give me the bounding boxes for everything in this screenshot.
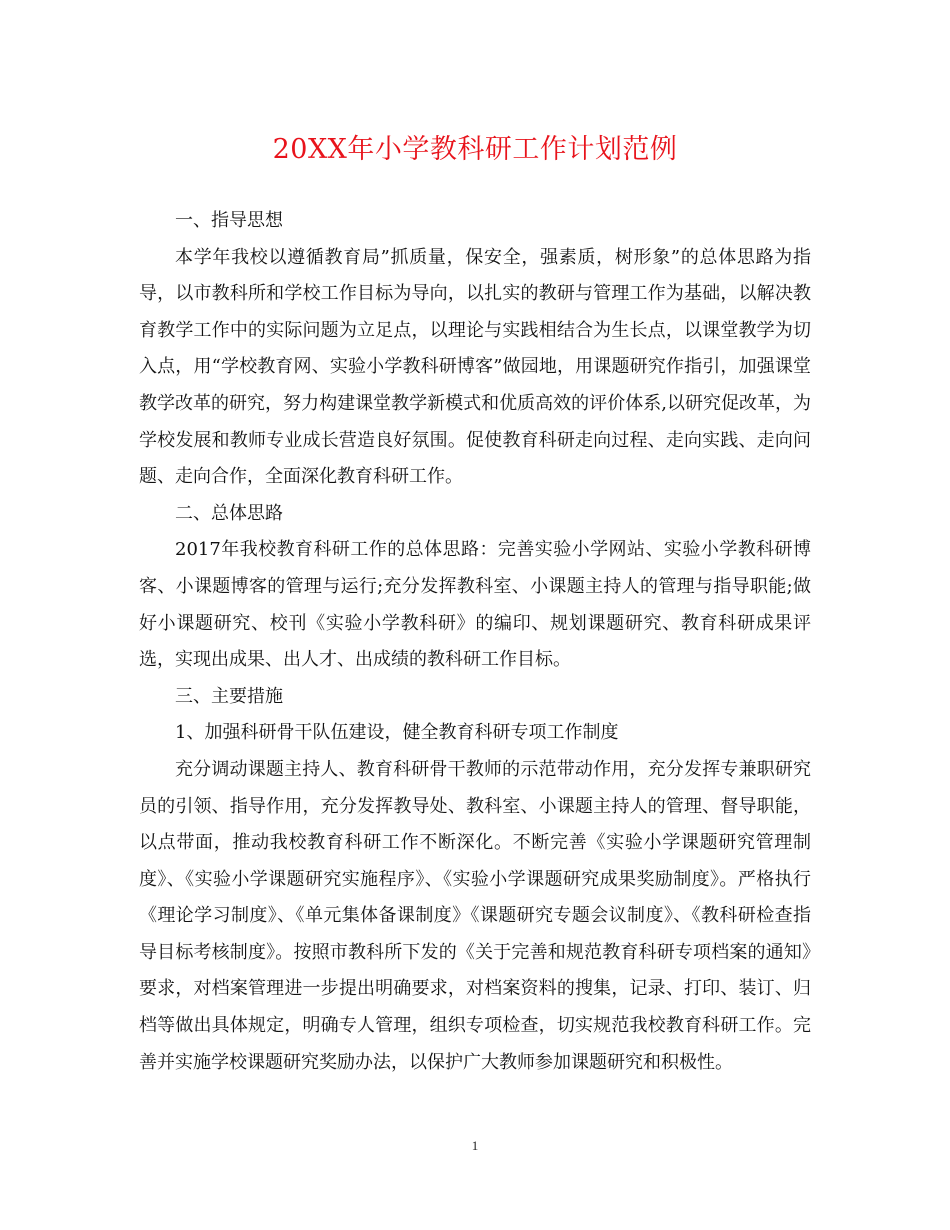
document-body: [139, 203, 811, 1081]
body-paragraph: 2017年我校教育科研工作的总体思路：完善实验小学网站、实验小学教科研博客、小课题博客的管理与运行;充分发挥教科室、小课题主持人的管理与指导职能;做好小课题研究、校刊《实验小学教科研》的编印、规划课题研究、教育科研成果评选，实现出成果、出人才、出成绩的教科研工作目标。: [139, 539, 811, 671]
page-title: 20XX年小学教科研工作计划范例: [272, 134, 678, 165]
section-heading: 一、指导思想: [175, 210, 283, 231]
body-paragraph: 本学年我校以遵循教育局”抓质量，保安全，强素质，树形象”的总体思路为指导，以市教科所和学校工作目标为导向，以扎实的教研与管理工作为基础，以解决教育教学工作中的实际问题为立足点，以理论与实践相结合为生长点，以课堂教学为切入点，用“学校教育网、实验小学教科研博客”做园地，用课题研究作指引，加强课堂教学改革的研究，努力构建课堂教学新模式和优质高效的评价体系,以研究促改革，为学校发展和教师专业成长营造良好氛围。促使教育科研走向过程、走向实践、走向问题、走向合作，全面深化教育科研工作。: [139, 246, 811, 488]
body-paragraph: 充分调动课题主持人、教育科研骨干教师的示范带动作用，充分发挥专兼职研究员的引领、指导作用，充分发挥教导处、教科室、小课题主持人的管理、督导职能，以点带面，推动我校教育科研工作不断深化。不断完善《实验小学课题研究管理制度》、《实验小学课题研究实施程序》、《实验小学课题研究成果奖励制度》。严格执行《理论学习制度》、《单元集体备课制度》《课题研究专题会议制度》、《教科研检查指导目标考核制度》。按照市教科所下发的《关于完善和规范教育科研专项档案的通知》要求，对档案管理进一步提出明确要求，对档案资料的搜集，记录、打印、装订、归档等做出具体规定，明确专人管理，组织专项检查，切实规范我校教育科研工作。完善并实施学校课题研究奖励办法，以保护广大教师参加课题研究和积极性。: [139, 758, 811, 1073]
section-heading: 三、主要措施: [175, 685, 283, 707]
section-heading: 二、总体思路: [175, 502, 283, 524]
page-number: 1: [471, 1138, 479, 1153]
subsection-heading: 1、加强科研骨干队伍建设，健全教育科研专项工作制度: [175, 722, 619, 744]
